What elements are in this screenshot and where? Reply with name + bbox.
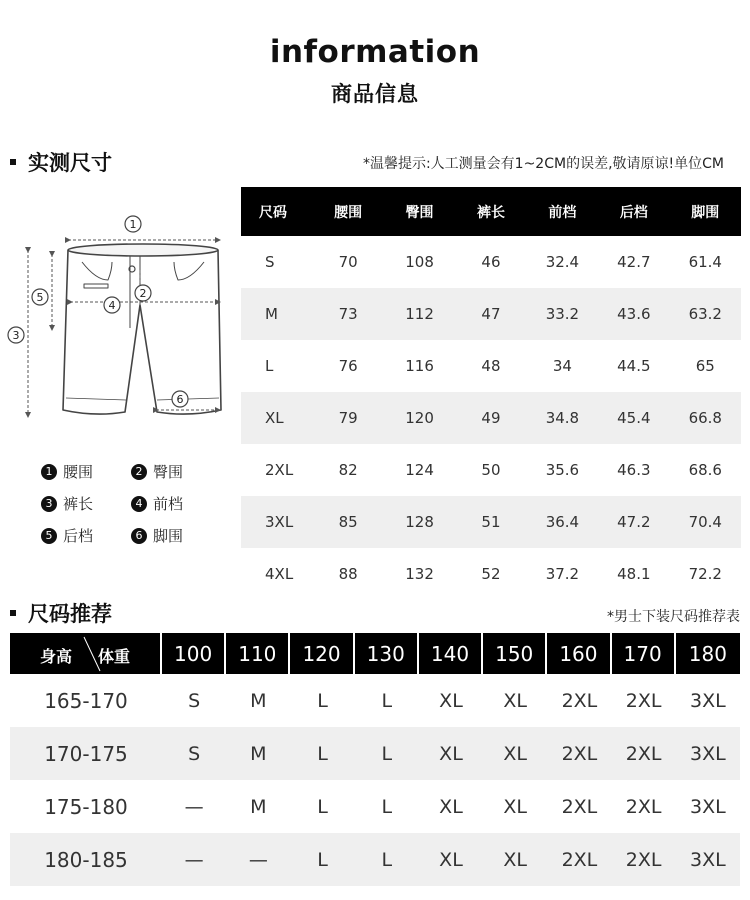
measure-section-title — [10, 147, 112, 177]
size-cell: L — [381, 689, 393, 712]
cell: 76 — [338, 357, 358, 375]
cell: 45.4 — [598, 392, 669, 444]
size-cell: L — [290, 833, 354, 886]
size-cell: XL — [439, 689, 463, 712]
cell: 70.4 — [670, 496, 741, 548]
recommend-header-row — [10, 633, 740, 674]
cell: 43.6 — [598, 288, 669, 340]
table-row — [241, 340, 741, 392]
size-cell: 2XL — [612, 833, 676, 886]
size-cell: XL — [483, 727, 547, 780]
marker-4: 4 — [108, 299, 116, 312]
shorts-diagram — [0, 210, 240, 435]
col-header: 后档 — [598, 187, 669, 236]
cell: 2XL — [265, 461, 294, 479]
table-row — [241, 444, 741, 496]
size-cell: L — [317, 689, 328, 712]
marker-1: 1 — [129, 218, 137, 231]
size-cell: S — [162, 727, 226, 780]
cell: 79 — [312, 392, 383, 444]
cell: 34 — [552, 357, 572, 375]
size-cell: XL — [483, 833, 547, 886]
size-cell: XL — [439, 795, 463, 818]
cell: 3XL — [241, 496, 312, 548]
cell: 124 — [405, 461, 434, 479]
table-row — [10, 727, 740, 780]
cell: 32.4 — [545, 253, 580, 271]
cell: 48 — [481, 357, 501, 375]
cell: 73 — [312, 288, 383, 340]
cell: 48.1 — [617, 565, 651, 583]
cell: 42.7 — [617, 253, 651, 271]
size-cell: XL — [419, 833, 483, 886]
corner-weight-label: 体重 — [98, 647, 131, 666]
cell: 61.4 — [688, 253, 722, 271]
size-cell: — — [162, 833, 226, 886]
cell: 116 — [405, 357, 434, 375]
size-cell: — — [184, 795, 204, 818]
size-cell: 2XL — [561, 795, 598, 818]
cell: S — [265, 253, 275, 271]
weight-header: 150 — [483, 633, 547, 674]
title-english: information — [269, 34, 481, 70]
size-cell: L — [317, 795, 328, 818]
cell: 35.6 — [545, 461, 580, 479]
cell: 88 — [338, 565, 358, 583]
recommend-section-title-text: 尺码推荐 — [28, 602, 112, 626]
marker-5: 5 — [36, 291, 44, 304]
title-chinese: 商品信息 — [331, 82, 419, 106]
height-cell: 170-175 — [10, 727, 162, 780]
size-cell: 2XL — [625, 795, 662, 818]
cell: 34.8 — [527, 392, 598, 444]
col-header: 脚围 — [670, 187, 741, 236]
cell: 46 — [481, 253, 501, 271]
marker-6: 6 — [176, 393, 184, 406]
weight-header: 140 — [419, 633, 483, 674]
cell: 4XL — [265, 565, 294, 583]
cell: 52 — [481, 565, 501, 583]
height-cell: 165-170 — [44, 688, 128, 713]
size-cell: L — [290, 727, 354, 780]
col-header: 尺码 — [241, 187, 312, 236]
size-cell: — — [226, 833, 290, 886]
cell: 132 — [405, 565, 434, 583]
cell: 85 — [312, 496, 383, 548]
legend-item-2: 2 臀围 — [131, 461, 183, 482]
size-cell: 2XL — [547, 727, 611, 780]
cell: 49 — [455, 392, 526, 444]
size-cell: M — [226, 727, 290, 780]
weight-header: 170 — [612, 633, 676, 674]
col-header: 裤长 — [455, 187, 526, 236]
size-cell: 2XL — [561, 689, 598, 712]
cell: 37.2 — [545, 565, 580, 583]
cell: 51 — [455, 496, 526, 548]
col-header: 前档 — [527, 187, 598, 236]
bullet-icon — [10, 610, 16, 616]
cell: 112 — [384, 288, 455, 340]
cell: XL — [241, 392, 312, 444]
col-header: 臀围 — [384, 187, 455, 236]
cell: 108 — [405, 253, 434, 271]
size-recommend-table — [10, 633, 740, 886]
cell: 70 — [338, 253, 358, 271]
size-cell: S — [188, 689, 201, 712]
weight-header: 160 — [547, 633, 611, 674]
corner-height-label: 身高 — [40, 647, 73, 666]
table-row — [10, 833, 740, 886]
bullet-icon — [10, 159, 16, 165]
size-cell: L — [355, 833, 419, 886]
legend-item-3: 3 裤长 — [41, 493, 93, 514]
weight-header: 100 — [162, 633, 226, 674]
size-cell: 3XL — [690, 795, 726, 818]
size-cell: XL — [503, 689, 527, 712]
measure-section-title-text: 实测尺寸 — [28, 151, 112, 175]
cell: 65 — [695, 357, 715, 375]
weight-header: 110 — [226, 633, 290, 674]
size-cell: 2XL — [547, 833, 611, 886]
cell: 128 — [384, 496, 455, 548]
table-row — [10, 780, 740, 833]
measurement-header-row — [241, 187, 741, 236]
size-cell: M — [250, 795, 267, 818]
legend-item-4: 4 前档 — [131, 493, 183, 514]
cell: 120 — [384, 392, 455, 444]
col-header: 腰围 — [312, 187, 383, 236]
table-row — [241, 236, 741, 288]
cell: 50 — [481, 461, 501, 479]
height-cell: 180-185 — [10, 833, 162, 886]
height-cell: 175-180 — [44, 794, 128, 819]
size-cell: 3XL — [676, 833, 740, 886]
size-cell: L — [381, 795, 393, 818]
table-row — [10, 674, 740, 727]
legend-item-5: 5 后档 — [41, 525, 93, 546]
marker-2: 2 — [139, 287, 147, 300]
cell: 82 — [338, 461, 358, 479]
table-row — [241, 496, 741, 548]
size-cell: 2XL — [625, 689, 662, 712]
recommend-note: *男士下装尺码推荐表 — [607, 609, 740, 625]
cell: 36.4 — [527, 496, 598, 548]
weight-header: 120 — [290, 633, 354, 674]
cell: 72.2 — [688, 565, 722, 583]
marker-3: 3 — [12, 329, 20, 342]
cell: 46.3 — [617, 461, 651, 479]
legend-item-1: 1 腰围 — [41, 461, 93, 482]
size-cell: L — [355, 727, 419, 780]
measure-note: *温馨提示:人工测量会有1~2CM的误差,敬请原谅!单位CM — [362, 156, 724, 172]
table-row — [241, 392, 741, 444]
cell: 66.8 — [670, 392, 741, 444]
size-cell: 2XL — [612, 727, 676, 780]
cell: 33.2 — [527, 288, 598, 340]
table-row — [241, 548, 741, 600]
recommend-section-title — [10, 598, 112, 628]
weight-header: 130 — [355, 633, 419, 674]
cell: 47 — [455, 288, 526, 340]
cell: L — [265, 357, 274, 375]
cell: 47.2 — [598, 496, 669, 548]
cell: M — [241, 288, 312, 340]
size-cell: XL — [503, 795, 527, 818]
size-cell: 3XL — [690, 689, 726, 712]
legend-item-6: 6 脚围 — [131, 525, 183, 546]
measurement-table — [241, 187, 741, 600]
corner-header — [10, 633, 162, 674]
size-cell: M — [250, 689, 267, 712]
cell: 44.5 — [617, 357, 651, 375]
cell: 68.6 — [688, 461, 722, 479]
table-row — [241, 288, 741, 340]
size-cell: XL — [419, 727, 483, 780]
size-cell: 3XL — [676, 727, 740, 780]
weight-header: 180 — [676, 633, 740, 674]
cell: 63.2 — [670, 288, 741, 340]
